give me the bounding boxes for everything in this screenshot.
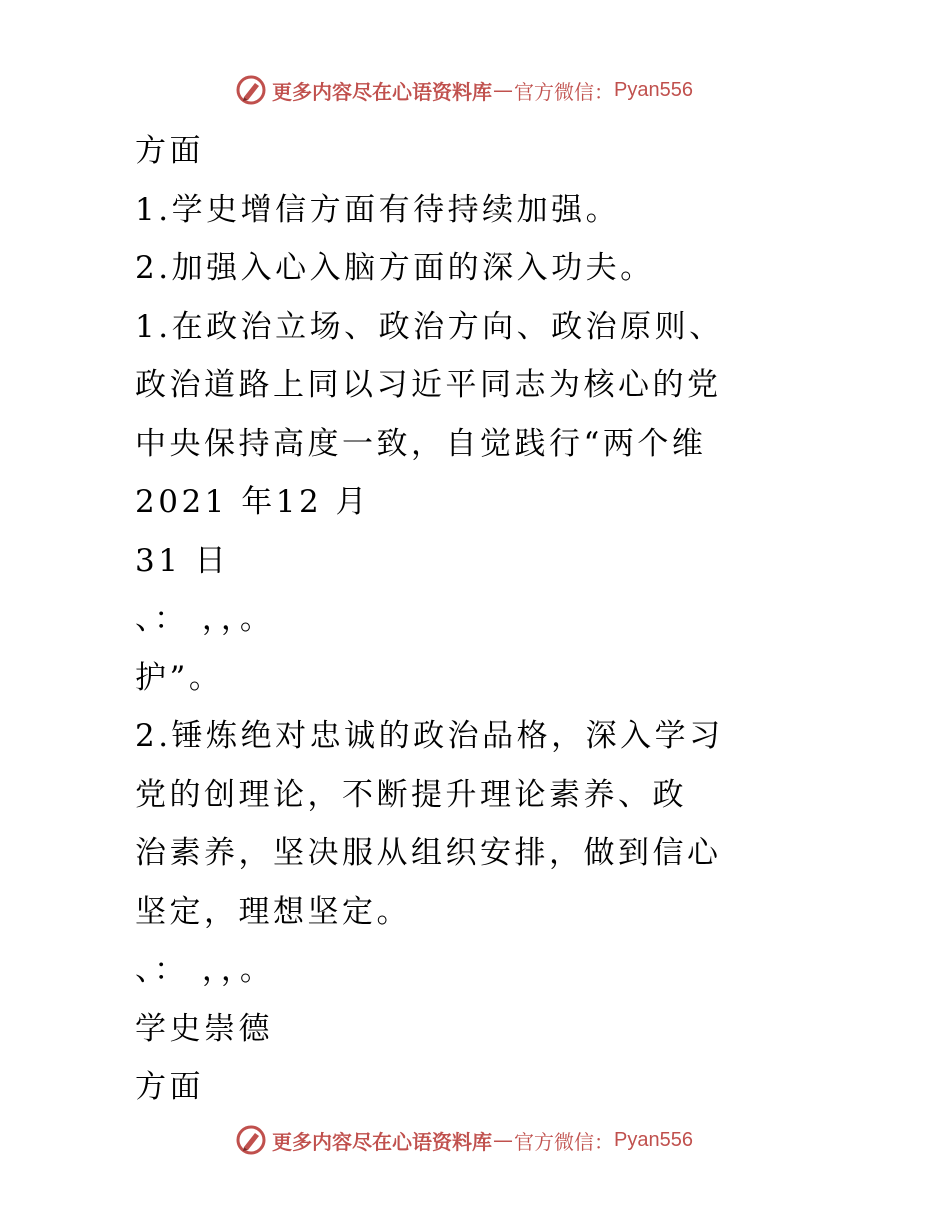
- header-banner: [235, 73, 693, 107]
- text-line: 治素养，坚决服从组织安排，做到信心: [135, 835, 722, 871]
- text-line: 2021 年12 月: [135, 484, 371, 520]
- text-line: 中央保持高度一致，自觉践行“两个维: [135, 425, 707, 462]
- pen-logo-icon: [235, 1124, 267, 1156]
- banner-text: 更多内容尽在心语资料库: [272, 79, 492, 104]
- banner-wechat-id: Pyan556: [614, 78, 693, 101]
- banner-wechat-id: Pyan556: [614, 1128, 693, 1151]
- text-line: 1.在政治立场、政治方向、政治原则、: [135, 308, 724, 345]
- text-line: 党的创理论，不断提升理论素养、政: [135, 776, 687, 813]
- banner-wechat-label: 官方微信：: [514, 79, 614, 104]
- text-line: 、： ，，。: [135, 952, 275, 988]
- pen-logo-icon: [235, 74, 267, 106]
- banner-wechat-label: 官方微信：: [514, 1129, 614, 1154]
- banner-dash: —: [493, 1128, 513, 1152]
- banner-dash: —: [493, 78, 513, 102]
- banner-text: 更多内容尽在心语资料库: [272, 1129, 492, 1154]
- text-line: 护”。: [135, 659, 224, 696]
- text-line: 31 日: [135, 542, 230, 579]
- text-line: 坚定，理想坚定。: [135, 893, 411, 930]
- text-line: 学史崇德: [135, 1010, 273, 1047]
- text-line: 2.锤炼绝对忠诚的政治品格，深入学习: [135, 718, 724, 754]
- text-line: 方面: [135, 1069, 204, 1105]
- text-line: 方面: [135, 133, 204, 169]
- text-line: 、： ，，。: [135, 601, 275, 637]
- text-line: 政治道路上同以习近平同志为核心的党: [135, 367, 722, 403]
- footer-banner: [235, 1123, 693, 1157]
- document-body: [135, 122, 735, 1117]
- text-line: 2.加强入心入脑方面的深入功夫。: [135, 250, 655, 286]
- text-line: 1.学史增信方面有待持续加强。: [135, 191, 621, 228]
